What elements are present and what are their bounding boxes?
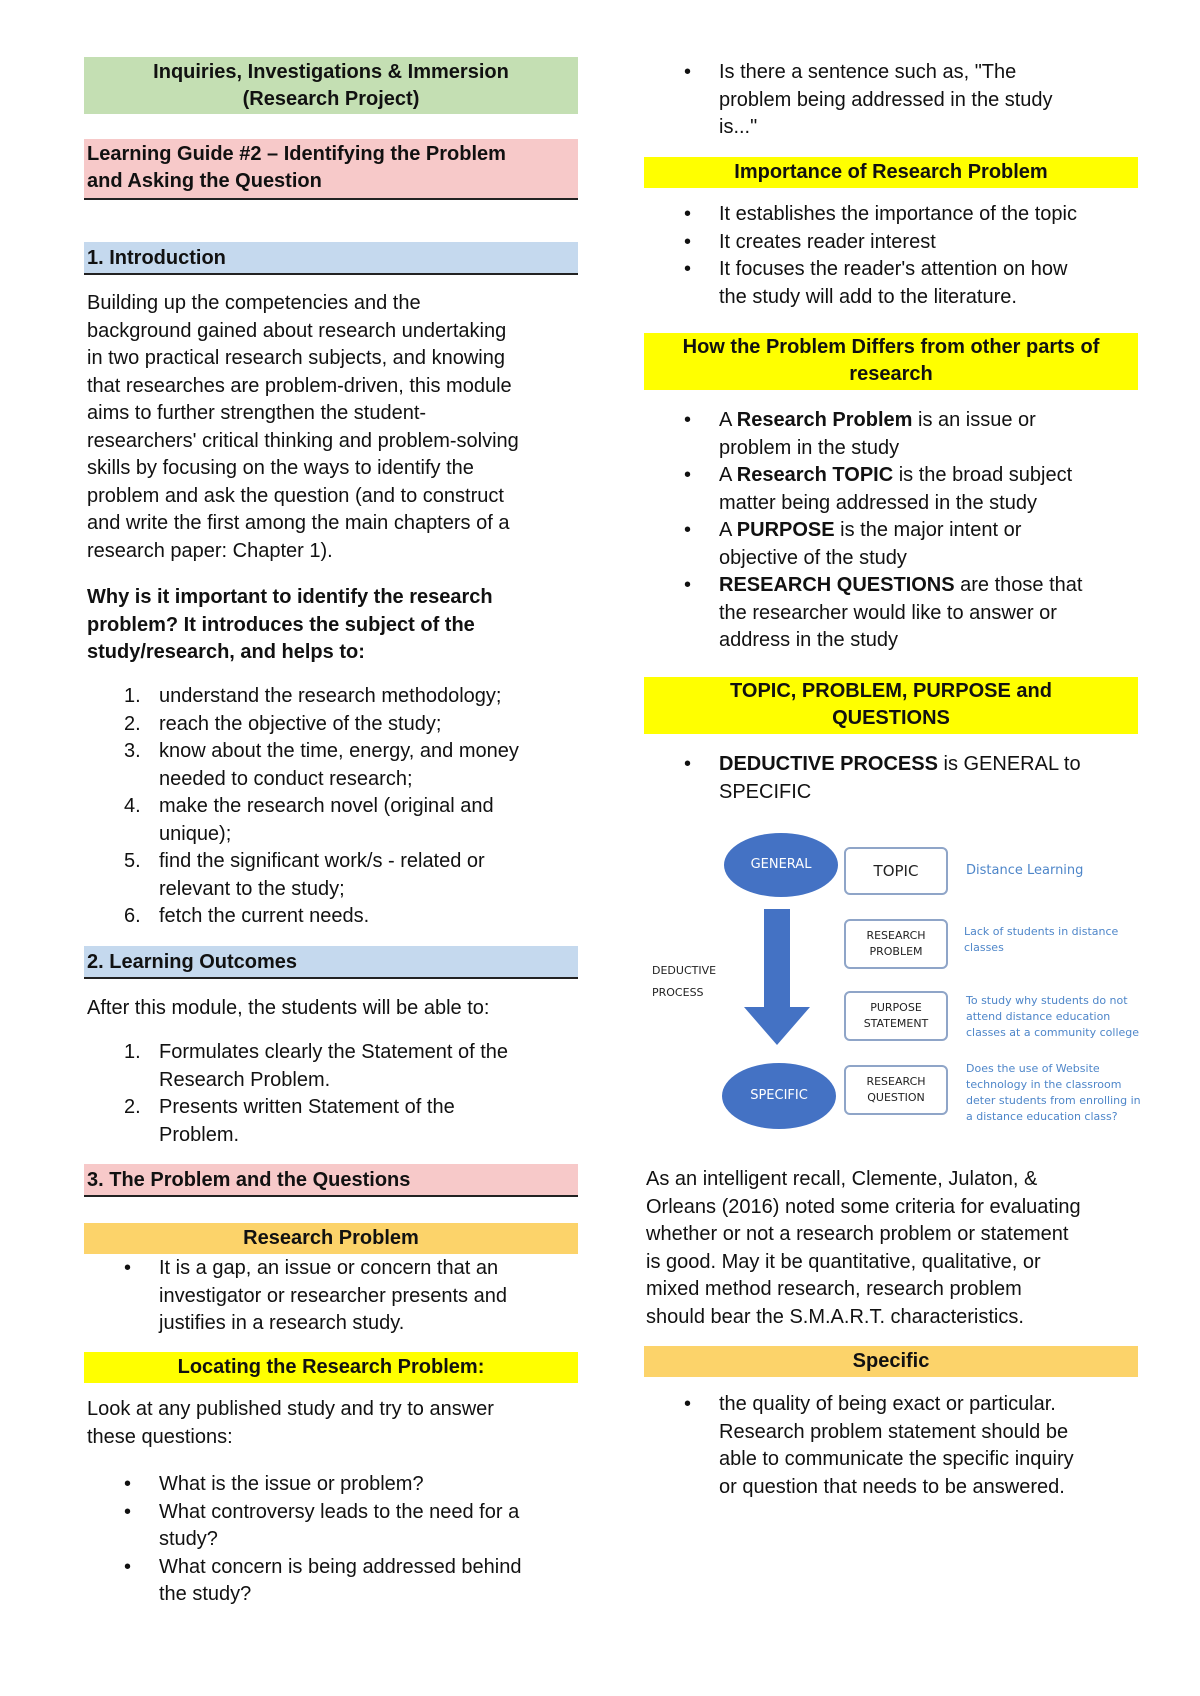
differs-list bbox=[644, 407, 1138, 655]
list-item: 1. Formulates clearly the Statement of the Research Problem. bbox=[124, 1041, 509, 1091]
list-item: 4. make the research novel (original and unique); bbox=[124, 795, 494, 845]
deductive-process-item bbox=[644, 751, 1138, 806]
learning-outcomes-heading: 2. Learning Outcomes bbox=[84, 946, 578, 979]
guide-line-2: and Asking the Question bbox=[87, 170, 322, 192]
intro-line: skills by focusing on the ways to identify the bbox=[87, 457, 474, 479]
locating-questions-list-continued bbox=[644, 59, 1138, 142]
recall-paragraph: As an intelligent recall, Clemente, Julaton, & Orleans (2016) noted some criteria for evaluating whether or not a research problem or statement is good. May it be quantitative, qualitative, or mixed method research, research problem should bear the S.M.A.R.T. characteristics. bbox=[646, 1168, 1081, 1328]
list-item: • DEDUCTIVE PROCESS is GENERAL to SPECIFIC bbox=[644, 751, 1138, 806]
intro-line: in two practical research subjects, and knowing bbox=[87, 347, 505, 369]
down-arrow-icon bbox=[742, 909, 812, 1047]
problem-example: Lack of students in distance classes bbox=[964, 925, 1119, 954]
general-ellipse: GENERAL bbox=[724, 833, 838, 897]
tppq-label: TOPIC, PROBLEM, PURPOSE and QUESTIONS bbox=[644, 677, 1138, 734]
importance-label: Importance of Research Problem bbox=[644, 157, 1138, 188]
list-item: 6. fetch the current needs. bbox=[124, 905, 370, 927]
intro-line: that researches are problem-driven, this module bbox=[87, 374, 512, 397]
list-item: • A PURPOSE is the major intent or objective of the study bbox=[644, 517, 1138, 572]
introduction-heading: 1. Introduction bbox=[84, 242, 578, 275]
intro-line: aims to further strengthen the student- bbox=[87, 402, 427, 424]
topic-example: Distance Learning bbox=[966, 863, 1084, 878]
locating-intro: Look at any published study and try to answer these questions: bbox=[87, 1398, 494, 1448]
list-item: • It focuses the reader's attention on how the study will add to the literature. bbox=[644, 256, 1138, 311]
research-problem-box: RESEARCH PROBLEM bbox=[844, 919, 948, 969]
intro-line: research paper: Chapter 1). bbox=[87, 539, 333, 562]
learning-guide-heading bbox=[84, 139, 578, 200]
locating-research-problem-label: Locating the Research Problem: bbox=[84, 1352, 578, 1383]
list-item: 1. understand the research methodology; bbox=[124, 685, 502, 707]
list-item: 2. Presents written Statement of the Problem. bbox=[124, 1096, 455, 1146]
list-item: 3. know about the time, energy, and money needed to conduct research; bbox=[124, 740, 519, 790]
title-line-1: Inquiries, Investigations & Immersion bbox=[153, 61, 509, 83]
research-problem-definition bbox=[84, 1255, 578, 1338]
intro-line: background gained about research undertaking bbox=[87, 319, 507, 342]
list-item: • It creates reader interest bbox=[644, 229, 1138, 257]
why-important-list bbox=[84, 683, 578, 931]
list-item: 5. find the significant work/s - related or relevant to the study; bbox=[124, 850, 485, 900]
list-item: • A Research TOPIC is the broad subject matter being addressed in the study bbox=[644, 462, 1138, 517]
list-item: • A Research Problem is an issue or problem in the study bbox=[644, 407, 1138, 462]
why-line: study/research, and helps to: bbox=[87, 641, 365, 663]
research-question-box: RESEARCH QUESTION bbox=[844, 1065, 948, 1115]
introduction-body bbox=[87, 290, 581, 565]
list-item: • It establishes the importance of the topic bbox=[644, 201, 1138, 229]
list-item: 2. reach the objective of the study; bbox=[124, 712, 442, 735]
deductive-process-diagram bbox=[648, 825, 1148, 1145]
question-example: Does the use of Website technology in the classroom deter students from enrolling in a distance education class? bbox=[966, 1062, 1141, 1123]
list-item: • It is a gap, an issue or concern that an investigator or researcher presents and justifies in a research study. bbox=[84, 1255, 578, 1338]
outcomes-intro: After this module, the students will be able to: bbox=[87, 997, 490, 1019]
document-title bbox=[84, 57, 578, 114]
list-item: • What concern is being addressed behind the study? bbox=[84, 1554, 578, 1609]
topic-box: TOPIC bbox=[844, 847, 948, 895]
guide-line-1: Learning Guide #2 – Identifying the Problem bbox=[87, 143, 506, 165]
importance-list bbox=[644, 201, 1138, 311]
list-item: • RESEARCH QUESTIONS are those that the researcher would like to answer or address in the study bbox=[644, 572, 1138, 655]
purpose-example: To study why students do not attend distance education classes at a community college bbox=[966, 994, 1140, 1039]
specific-definition bbox=[644, 1391, 1138, 1501]
intro-line: problem and ask the question (and to construct bbox=[87, 484, 504, 507]
purpose-statement-box: PURPOSE STATEMENT bbox=[844, 991, 948, 1041]
specific-label: Specific bbox=[644, 1346, 1138, 1377]
why-line: Why is it important to identify the research bbox=[87, 586, 493, 608]
differs-label: How the Problem Differs from other parts of research bbox=[644, 333, 1138, 390]
why-important-question bbox=[87, 584, 581, 667]
intro-line: and write the first among the main chapters of a bbox=[87, 512, 510, 534]
problem-questions-heading: 3. The Problem and the Questions bbox=[84, 1164, 578, 1197]
deductive-process-label: DEDUCTIVE PROCESS bbox=[652, 964, 717, 999]
research-problem-label: Research Problem bbox=[84, 1223, 578, 1254]
intro-line: Building up the competencies and the bbox=[87, 292, 421, 314]
specific-ellipse: SPECIFIC bbox=[722, 1063, 836, 1129]
locating-questions-list bbox=[84, 1471, 578, 1609]
list-item: • the quality of being exact or particular. Research problem statement should be able to communicate the specific inquiry or question that needs to be answered. bbox=[644, 1391, 1138, 1501]
why-line: problem? It introduces the subject of the bbox=[87, 613, 475, 636]
list-item: • What is the issue or problem? bbox=[84, 1471, 578, 1499]
intro-line: researchers' critical thinking and problem-solving bbox=[87, 429, 519, 452]
title-line-2: (Research Project) bbox=[242, 88, 420, 110]
list-item: • Is there a sentence such as, "The problem being addressed in the study is..." bbox=[644, 59, 1138, 142]
list-item: • What controversy leads to the need for a study? bbox=[84, 1499, 578, 1554]
outcomes-list bbox=[84, 1039, 578, 1149]
